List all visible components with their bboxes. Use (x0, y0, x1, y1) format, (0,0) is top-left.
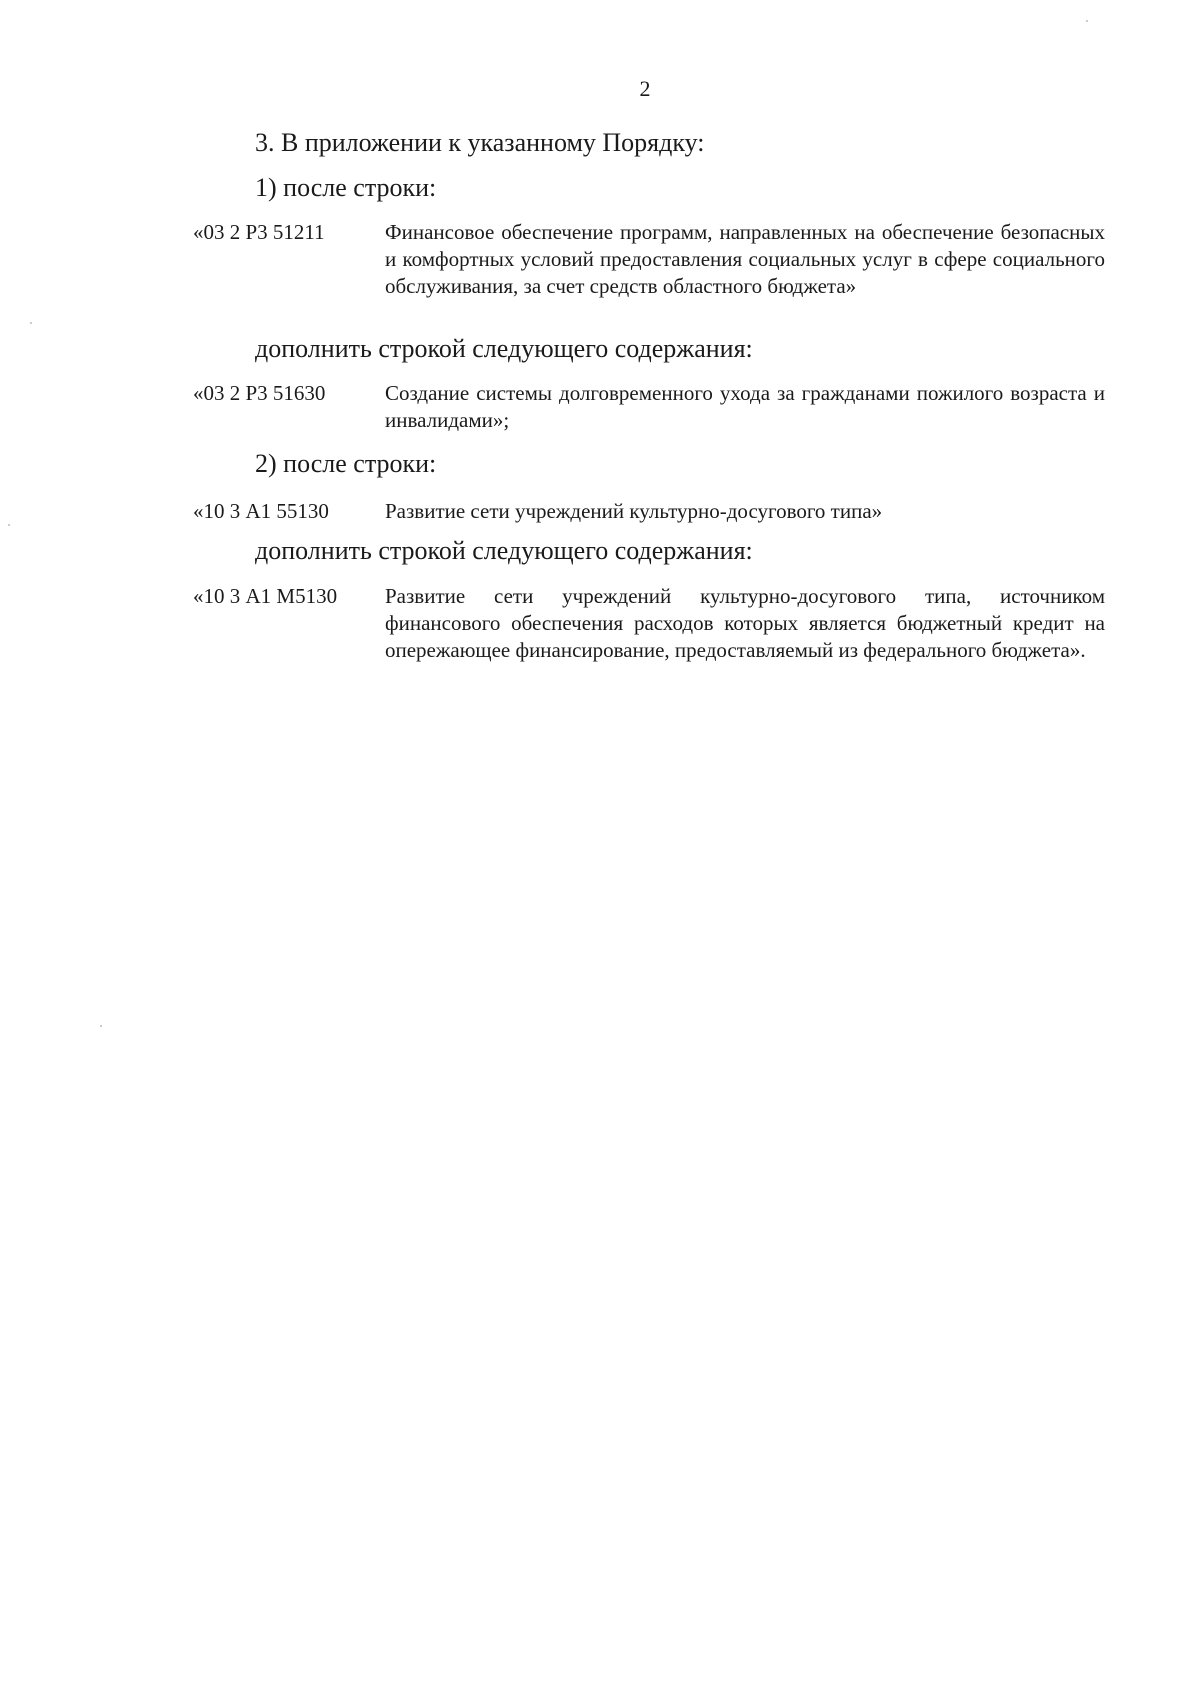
scan-speck (8, 524, 10, 526)
supplement-line-1: дополнить строкой следующего содержания: (255, 334, 753, 363)
paragraph-1-after-line: 1) после строки: (255, 173, 437, 202)
budget-code: «10 3 А1 55130 (193, 499, 329, 523)
code-description: Развитие сети учреждений культурно-досугового типа, источником финансового обеспечения расходов которых является бюджетный кредит на опережающее финансирование, предоставляемый из федерального бюджета». (385, 584, 1105, 662)
scan-speck (1086, 20, 1088, 22)
scan-speck (100, 1025, 102, 1027)
paragraph-2-after-line: 2) после строки: (255, 449, 437, 478)
budget-code: «03 2 Р3 51211 (193, 220, 325, 244)
supplement-line-2: дополнить строкой следующего содержания: (255, 536, 753, 565)
budget-code: «03 2 Р3 51630 (193, 381, 326, 405)
page-number: 2 (639, 76, 651, 101)
code-description: Финансовое обеспечение программ, направленных на обеспечение безопасных и комфортных условий предоставления социальных услуг в сфере социального обслуживания, за счет средств областного бюджета» (385, 220, 1105, 298)
paragraph-3-heading: 3. В приложении к указанному Порядку: (255, 128, 705, 157)
code-row-1 (193, 219, 1105, 300)
budget-code: «10 3 А1 М5130 (193, 584, 338, 608)
code-description: Создание системы долговременного ухода за гражданами пожилого возраста и инвалидами»; (385, 381, 1105, 432)
code-row-4 (193, 583, 1105, 664)
code-row-2 (193, 380, 1105, 434)
code-description: Развитие сети учреждений культурно-досугового типа» (385, 499, 883, 523)
scan-speck (30, 322, 32, 324)
code-row-3 (193, 498, 1105, 525)
